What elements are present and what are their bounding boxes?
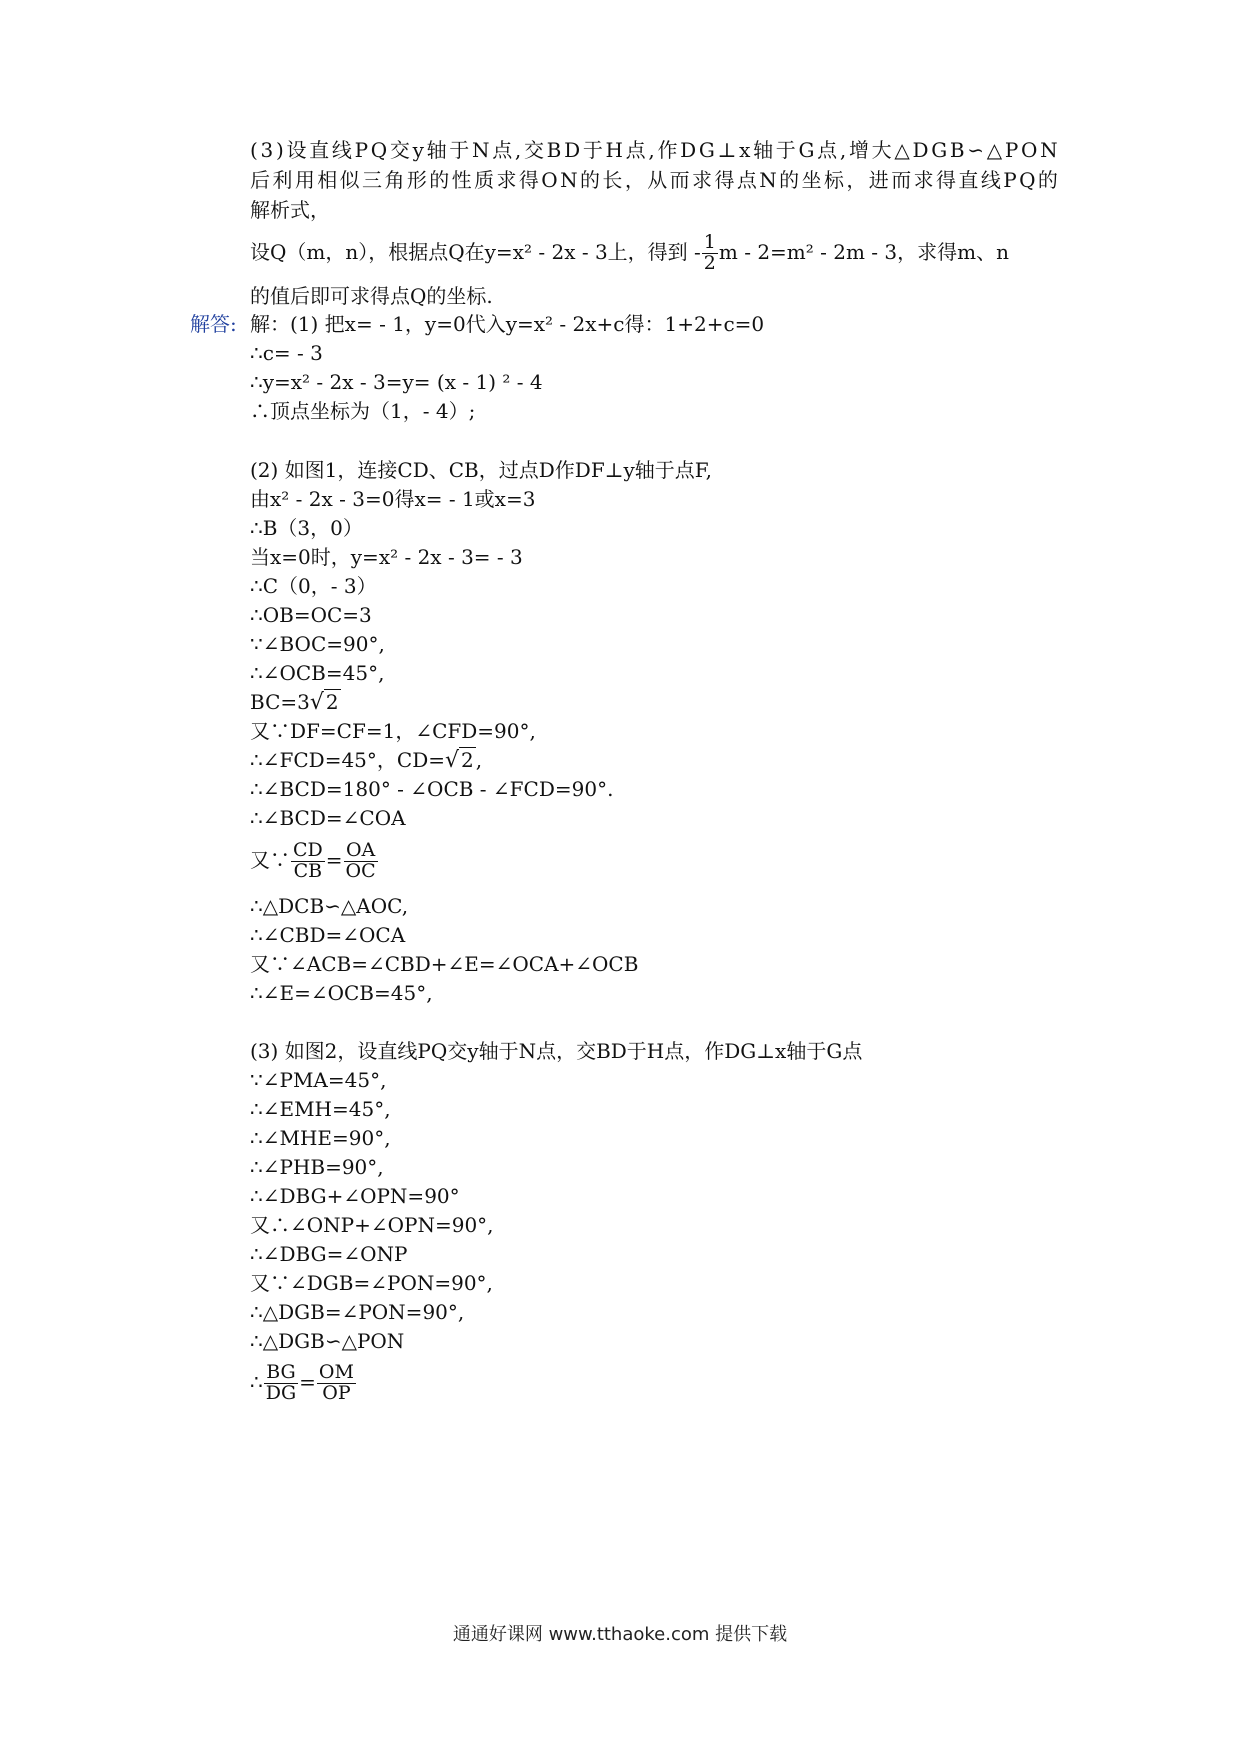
justified-char: ，: [624, 168, 645, 192]
justified-char: 3: [260, 138, 274, 162]
justified-char: O: [541, 168, 558, 192]
solution-p3-line: ∴∠MHE=90°,: [250, 1126, 391, 1150]
solution-p3-line: ∴△DGB∽△PON: [250, 1329, 405, 1353]
justified-char: 增: [848, 138, 869, 162]
justified-char: P: [354, 138, 369, 162]
justified-char: 点: [492, 138, 513, 162]
bc-text: BC=3: [250, 690, 310, 714]
justified-char: ∽: [967, 138, 985, 162]
justified-char: ⊥: [717, 138, 737, 162]
bcd-line-1: ∴∠BCD=180° - ∠OCB - ∠FCD=90°.: [250, 777, 614, 801]
justified-char: 利: [272, 168, 293, 192]
ratio2-equals: =: [299, 1370, 316, 1394]
fraction-one-half: [702, 233, 718, 274]
justified-char: 求: [913, 168, 934, 192]
fcd-text: ∴∠FCD=45°，CD=: [250, 748, 445, 772]
solution-p3-line: ∴△DGB=∠PON=90°,: [250, 1300, 465, 1324]
solution-p3-line: 又∵∠DGB=∠PON=90°,: [250, 1271, 493, 1295]
ratio1-equals: =: [325, 848, 343, 872]
radical-sign: √: [309, 690, 324, 715]
justified-char: 而: [669, 168, 690, 192]
fraction-cd-cb: [291, 841, 325, 882]
justified-char: 于: [775, 138, 796, 162]
solution-p3-line: ∴∠EMH=45°,: [250, 1097, 391, 1121]
justified-char: 性: [451, 168, 472, 192]
justified-char: (: [250, 138, 258, 162]
solution-p2b-line: 又∵∠ACB=∠CBD+∠E=∠OCA+∠OCB: [250, 952, 639, 976]
fraction-numerator: 1: [703, 231, 716, 254]
radicand: 2: [461, 748, 474, 772]
justified-char: P: [1004, 138, 1019, 162]
justified-char: 的: [429, 168, 450, 192]
analysis-line-4-text-b: m - 2=m² - 2m - 3，求得m、n: [718, 240, 1009, 264]
justified-char: 点: [736, 168, 757, 192]
justified-char: H: [605, 138, 623, 162]
solution-p2b-line: ∴∠E=∠OCB=45°,: [250, 981, 433, 1005]
solution-p2-line: 当x=0时，y=x² - 2x - 3= - 3: [250, 545, 523, 569]
justified-char: ,: [514, 138, 522, 162]
justified-char: △: [894, 138, 910, 162]
justified-char: y: [412, 138, 424, 162]
ratio-line-1: [250, 836, 379, 884]
justified-char: ,: [648, 138, 655, 162]
justified-char: D: [564, 138, 581, 162]
analysis-line-4-text-a: 设Q（m，n），根据点Q在y=x² - 2x - 3上，得到 -: [250, 240, 701, 264]
justified-char: P: [1003, 168, 1017, 192]
fraction-om-op: [317, 1363, 356, 1404]
justified-char: 三: [362, 168, 383, 192]
justified-char: x: [739, 138, 751, 162]
solution-p3-line: (3) 如图2，设直线PQ交y轴于N点，交BD于H点，作DG⊥x轴于G点: [250, 1039, 863, 1063]
justified-char: G: [698, 138, 715, 162]
justified-char: 轴: [753, 138, 774, 162]
bcd-line-2: ∴∠BCD=∠COA: [250, 806, 406, 830]
justified-char: N: [1040, 138, 1058, 162]
justified-char: Q: [370, 138, 388, 162]
solution-p2-line: 由x² - 2x - 3=0得x= - 1或x=3: [250, 487, 536, 511]
justified-char: 得: [518, 168, 539, 192]
justified-char: G: [931, 138, 948, 162]
justified-char: 求: [692, 168, 713, 192]
fcd-comma: ,: [475, 748, 483, 772]
justified-char: ): [275, 138, 284, 162]
justified-char: 相: [317, 168, 338, 192]
fcd-line: [250, 744, 482, 776]
justified-char: 坐: [801, 168, 822, 192]
justified-char: N: [471, 138, 490, 162]
justified-char: 线: [980, 168, 1001, 192]
bc-line: [250, 686, 341, 718]
justified-char: 交: [523, 138, 544, 162]
justified-char: O: [1021, 138, 1038, 162]
justified-char: 轴: [426, 138, 447, 162]
analysis-line-2: [250, 164, 1058, 196]
solution-p1-line: ∴y=x² - 2x - 3=y= (x - 1) ² - 4: [250, 370, 543, 394]
fraction-numerator: CD: [293, 839, 323, 862]
solution-p2b-line: ∴△DCB∽△AOC,: [250, 894, 409, 918]
justified-char: N: [560, 168, 578, 192]
analysis-line-1: [250, 134, 1058, 166]
solution-p2-line: ∴C（0，- 3）: [250, 574, 377, 598]
solution-p2b-line: ∴∠CBD=∠OCA: [250, 923, 406, 947]
justified-char: 似: [339, 168, 360, 192]
solution-p2-line: (2) 如图1，连接CD、CB，过点D作DF⊥y轴于点F,: [250, 458, 712, 482]
solution-p2-line: ∴∠OCB=45°,: [250, 661, 385, 685]
justified-char: 长: [602, 168, 623, 192]
solution-label: 解答:: [190, 312, 237, 336]
justified-char: 作: [657, 138, 678, 162]
justified-char: 于: [449, 138, 470, 162]
fraction-denominator: 2: [703, 252, 716, 274]
justified-char: 用: [294, 168, 315, 192]
solution-p3-line: ∵∠PMA=45°,: [250, 1068, 387, 1092]
justified-char: 设: [286, 138, 307, 162]
radical-sign: √: [445, 748, 460, 773]
justified-char: 点: [817, 138, 838, 162]
justified-char: 大: [871, 138, 892, 162]
justified-char: ,: [839, 138, 847, 162]
justified-char: 从: [647, 168, 668, 192]
fraction-numerator: OA: [344, 841, 378, 862]
justified-char: 进: [868, 168, 889, 192]
justified-char: Q: [1019, 168, 1036, 192]
analysis-line-4: [250, 228, 1009, 276]
solution-p3-line: 又∴∠ONP+∠OPN=90°,: [250, 1213, 494, 1237]
solution-p3-line: ∴∠PHB=90°,: [250, 1155, 384, 1179]
fraction-numerator: OM: [318, 1361, 354, 1384]
solution-p2-line: ∵∠BOC=90°,: [250, 632, 385, 656]
justified-char: B: [546, 138, 562, 162]
fraction-numerator: BG: [264, 1363, 298, 1384]
fraction-denominator: OP: [322, 1382, 351, 1404]
justified-char: 线: [331, 138, 352, 162]
analysis-line-3: 解析式，: [250, 198, 330, 222]
justified-char: 角: [384, 168, 405, 192]
df-line: 又∵DF=CF=1，∠CFD=90°,: [250, 719, 536, 743]
fraction-denominator: DG: [265, 1382, 297, 1404]
solution-p3-line: ∴∠DBG+∠OPN=90°: [250, 1184, 460, 1208]
justified-char: 交: [389, 138, 410, 162]
analysis-line-5: 的值后即可求得点Q的坐标.: [250, 284, 493, 308]
justified-char: 而: [891, 168, 912, 192]
justified-char: 点: [625, 138, 646, 162]
fraction-denominator: OC: [345, 860, 376, 882]
justified-char: 于: [582, 138, 603, 162]
justified-char: D: [912, 138, 929, 162]
ratio1-prefix: 又∵: [250, 848, 290, 872]
ratio-line-2: [250, 1358, 357, 1406]
justified-char: 得: [714, 168, 735, 192]
page-footer: 通通好课网 www.tthaoke.com 提供下载: [452, 1624, 788, 1645]
justified-char: 后: [250, 168, 270, 192]
justified-char: 的: [1037, 168, 1058, 192]
justified-char: 标: [823, 168, 844, 192]
solution-p3-line: ∴∠DBG=∠ONP: [250, 1242, 408, 1266]
justified-char: 形: [406, 168, 427, 192]
radicand: 2: [325, 690, 339, 714]
justified-char: 的: [779, 168, 800, 192]
justified-char: 直: [958, 168, 979, 192]
solution-p2-line: ∴B（3，0）: [250, 516, 363, 540]
fraction-denominator: CB: [293, 860, 323, 882]
justified-char: 直: [309, 138, 330, 162]
solution-p1-line: ∴顶点坐标为（1，- 4）;: [250, 399, 476, 423]
justified-char: N: [759, 168, 777, 192]
justified-char: B: [949, 138, 965, 162]
justified-char: D: [680, 138, 697, 162]
justified-char: ，: [846, 168, 867, 192]
justified-char: G: [798, 138, 815, 162]
justified-char: 的: [580, 168, 600, 192]
solution-p1-line: 解：(1) 把x= - 1，y=0代入y=x² - 2x+c得：1+2+c=0: [250, 312, 765, 336]
solution-p1-line: ∴c= - 3: [250, 341, 323, 365]
solution-p2-line: ∴OB=OC=3: [250, 603, 372, 627]
justified-char: 求: [496, 168, 517, 192]
justified-char: 得: [936, 168, 956, 192]
justified-char: 质: [474, 168, 495, 192]
ratio2-prefix: ∴: [250, 1370, 263, 1394]
fraction-oa-oc: [344, 841, 378, 882]
justified-char: △: [986, 138, 1003, 162]
fraction-bg-dg: [264, 1363, 298, 1404]
